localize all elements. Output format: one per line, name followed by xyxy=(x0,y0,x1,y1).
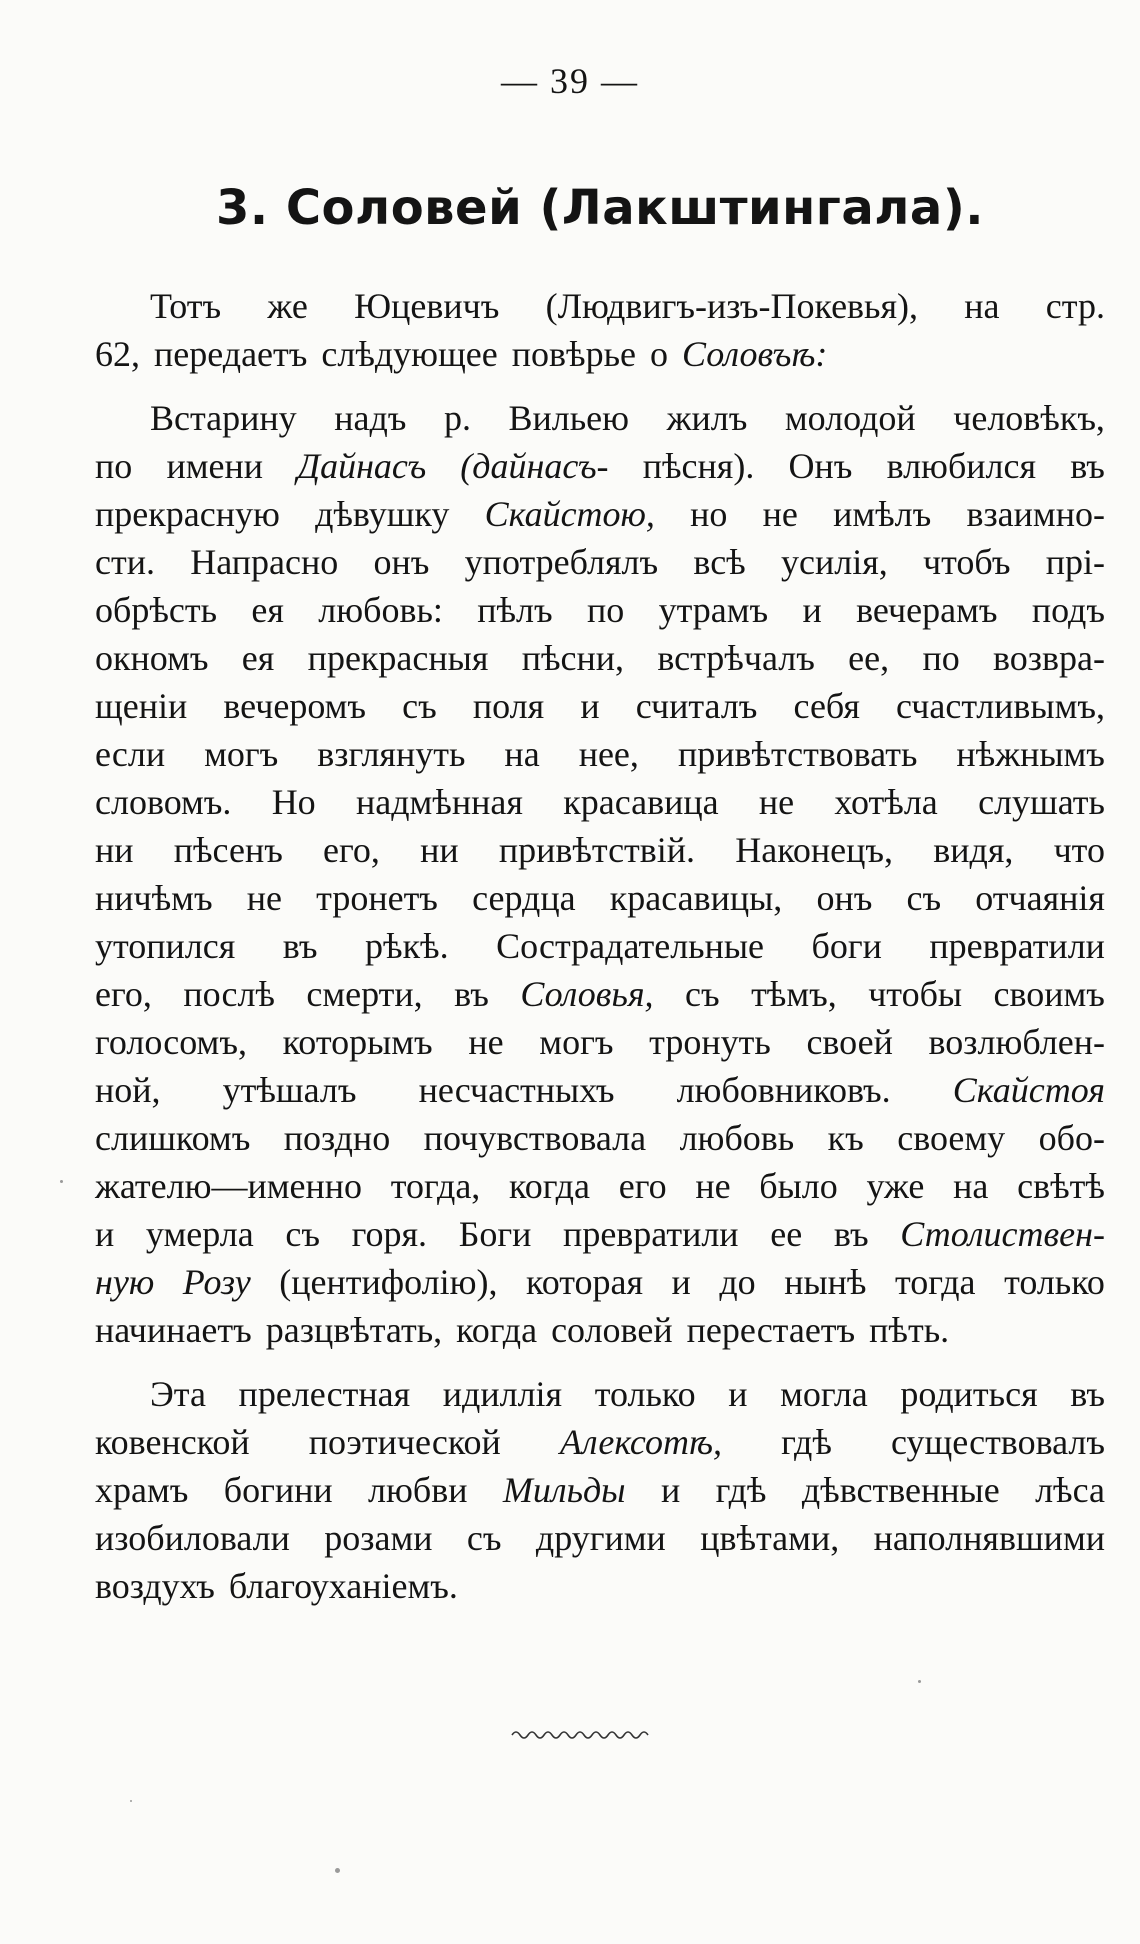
word: встрѣчалъ xyxy=(657,638,815,678)
word: и xyxy=(802,590,822,630)
word: идиллія xyxy=(442,1374,563,1414)
word: прелестная xyxy=(238,1374,411,1414)
word: воздухъ xyxy=(95,1566,215,1606)
chapter-title: 3. Соловей (Лакштингала). xyxy=(215,180,984,236)
word: Эта xyxy=(150,1374,206,1414)
word: надмѣнная xyxy=(355,782,523,822)
word: ковенской xyxy=(95,1422,250,1462)
text-line xyxy=(95,1562,1105,1610)
word: храмъ xyxy=(95,1470,189,1510)
word: щеніи xyxy=(95,686,188,726)
word: и xyxy=(671,1262,691,1302)
word: не xyxy=(695,1166,731,1206)
word: тронетъ xyxy=(316,878,438,918)
word: усилія, xyxy=(780,542,888,582)
word: ни xyxy=(420,830,459,870)
word: съ xyxy=(466,1518,502,1558)
word: Алексотѣ, xyxy=(559,1422,722,1462)
word: умерла xyxy=(145,1214,254,1254)
word: взглянуть xyxy=(317,734,466,774)
word: (центифолію), xyxy=(279,1262,498,1302)
word: родиться xyxy=(900,1374,1038,1414)
page-number: — 39 — xyxy=(501,61,639,101)
word: ни xyxy=(95,830,134,870)
word: уже xyxy=(866,1166,925,1206)
text-line xyxy=(95,586,1105,634)
word: существовалъ xyxy=(891,1422,1105,1462)
word: хотѣла xyxy=(834,782,938,822)
word: могла xyxy=(780,1374,868,1414)
word: не xyxy=(762,494,798,534)
word: нынѣ xyxy=(784,1262,867,1302)
ink-speck xyxy=(918,1680,921,1683)
word: ея xyxy=(251,590,284,630)
word: привѣтствовать xyxy=(677,734,918,774)
word: Соловья, xyxy=(520,974,654,1014)
word: не xyxy=(246,878,282,918)
word: нее, xyxy=(578,734,639,774)
word: перестаетъ xyxy=(686,1310,856,1350)
text-line xyxy=(95,490,1105,538)
word: слушать xyxy=(978,782,1105,822)
word: себя xyxy=(793,686,860,726)
word: жилъ xyxy=(666,398,748,438)
word: повѣрье xyxy=(511,334,636,374)
word: Дайнасъ xyxy=(297,446,427,486)
word: превратили xyxy=(929,926,1105,966)
word: о xyxy=(649,334,668,374)
word: тронуть xyxy=(649,1022,771,1062)
word: почувствовала xyxy=(423,1118,647,1158)
word: слишкомъ xyxy=(95,1118,251,1158)
word: по xyxy=(586,590,625,630)
word: въ xyxy=(1070,1374,1105,1414)
word: молодой xyxy=(784,398,916,438)
word: утрамъ xyxy=(658,590,769,630)
text-line xyxy=(95,394,1105,442)
word: поэтической xyxy=(308,1422,501,1462)
word: (дайнасъ- xyxy=(460,446,609,486)
word: обрѣсть xyxy=(95,590,217,630)
word: но xyxy=(690,494,728,534)
word: словомъ. xyxy=(95,782,232,822)
word: смерти, xyxy=(306,974,423,1014)
text-line xyxy=(95,730,1105,778)
word: своему xyxy=(897,1118,1006,1158)
word: на xyxy=(504,734,540,774)
word: Соловъѣ: xyxy=(681,334,828,374)
word: его xyxy=(618,1166,667,1206)
word: подъ xyxy=(1031,590,1105,630)
word: красавица xyxy=(563,782,719,822)
text-line xyxy=(95,538,1105,586)
word: вечерамъ xyxy=(856,590,998,630)
ink-speck xyxy=(335,1868,340,1873)
word: Мильды xyxy=(502,1470,626,1510)
text-line xyxy=(95,1306,1105,1354)
word: поздно xyxy=(283,1118,391,1158)
word: своимъ xyxy=(993,974,1105,1014)
word: Но xyxy=(271,782,316,822)
word: въ xyxy=(282,926,318,966)
word: пѣлъ xyxy=(477,590,553,630)
word: онъ xyxy=(373,542,430,582)
word: сердца xyxy=(472,878,576,918)
word: утѣшалъ xyxy=(222,1070,357,1110)
word: стр. xyxy=(1045,286,1105,326)
word: тѣмъ, xyxy=(751,974,837,1014)
ink-speck xyxy=(60,1180,63,1183)
word: свѣтѣ xyxy=(1017,1166,1105,1206)
word: Онъ xyxy=(788,446,853,486)
word: ее xyxy=(770,1214,803,1254)
word: Встарину xyxy=(150,398,297,438)
text-line xyxy=(95,442,1105,490)
text-line xyxy=(95,1466,1105,1514)
word: боги xyxy=(811,926,882,966)
word: видя, xyxy=(933,830,1014,870)
word: что xyxy=(1053,830,1105,870)
text-line xyxy=(95,1210,1105,1258)
word: горя. xyxy=(351,1214,428,1254)
word: возлюблен- xyxy=(928,1022,1105,1062)
word: съ xyxy=(285,1214,320,1254)
text-line xyxy=(95,970,1105,1018)
word: и xyxy=(95,1214,115,1254)
word: которая xyxy=(526,1262,644,1302)
paragraph xyxy=(95,282,1105,378)
word: Вильею xyxy=(508,398,630,438)
text-line xyxy=(95,682,1105,730)
word: другими xyxy=(535,1518,666,1558)
word: только xyxy=(1004,1262,1105,1302)
paragraph xyxy=(95,1370,1105,1610)
wavy-ornament xyxy=(510,1725,650,1745)
word: превратили xyxy=(563,1214,739,1254)
word: было xyxy=(759,1166,838,1206)
word: съ xyxy=(685,974,720,1014)
word: могъ xyxy=(204,734,279,774)
word: имени xyxy=(166,446,263,486)
ink-speck xyxy=(130,1800,132,1802)
word: Наконецъ, xyxy=(735,830,894,870)
word: на xyxy=(964,286,1000,326)
word: прекрасныя xyxy=(307,638,489,678)
word: 62, xyxy=(95,334,140,374)
text-line xyxy=(95,634,1105,682)
word: ной, xyxy=(95,1070,161,1110)
word: нѣжнымъ xyxy=(956,734,1105,774)
word: окномъ xyxy=(95,638,209,678)
word: ничѣмъ xyxy=(95,878,213,918)
word: когда xyxy=(509,1166,590,1206)
word: красавицы, xyxy=(609,878,783,918)
word: голосомъ, xyxy=(95,1022,247,1062)
text-line xyxy=(95,1114,1105,1162)
word: послѣ xyxy=(183,974,275,1014)
word: цвѣтами, xyxy=(700,1518,840,1558)
word: наполнявшими xyxy=(873,1518,1105,1558)
word: р. xyxy=(443,398,471,438)
word: съ xyxy=(402,686,437,726)
word: его, xyxy=(95,974,152,1014)
word: привѣтствій. xyxy=(498,830,696,870)
word: благоуханіемъ. xyxy=(228,1566,458,1606)
word: считалъ xyxy=(635,686,758,726)
word: по xyxy=(922,638,960,678)
text-line xyxy=(95,826,1105,874)
word: пѣсни, xyxy=(521,638,625,678)
word: онъ xyxy=(816,878,873,918)
body-text xyxy=(95,282,1105,1626)
word: Розу xyxy=(182,1262,251,1302)
word: слѣдующее xyxy=(321,334,498,374)
word: соловей xyxy=(551,1310,673,1350)
word: надъ xyxy=(334,398,407,438)
word: Сострадательные xyxy=(496,926,765,966)
word: гдѣ xyxy=(715,1470,767,1510)
word: и xyxy=(728,1374,748,1414)
word: ея xyxy=(241,638,275,678)
word: человѣкъ, xyxy=(953,398,1105,438)
word: любовь xyxy=(679,1118,795,1158)
word: когда xyxy=(456,1310,538,1350)
word: счастливымъ, xyxy=(896,686,1105,726)
word: пѣсенъ xyxy=(173,830,283,870)
text-line xyxy=(95,282,1105,330)
word: любовниковъ. xyxy=(676,1070,891,1110)
word: возвра- xyxy=(993,638,1105,678)
word: чтобъ xyxy=(923,542,1011,582)
word: любви xyxy=(368,1470,468,1510)
word: вечеромъ xyxy=(223,686,367,726)
word: поля xyxy=(472,686,545,726)
word: не xyxy=(468,1022,504,1062)
word: Напрасно xyxy=(190,542,339,582)
word: ную xyxy=(95,1262,155,1302)
text-line xyxy=(95,1418,1105,1466)
word: въ xyxy=(1070,446,1105,486)
text-line xyxy=(95,1258,1105,1306)
word: лѣса xyxy=(1035,1470,1105,1510)
word: въ xyxy=(454,974,489,1014)
word: ее, xyxy=(848,638,890,678)
word: дѣвственные xyxy=(801,1470,1000,1510)
word: его, xyxy=(323,830,380,870)
word: Столиствен- xyxy=(900,1214,1105,1254)
word: употреблялъ xyxy=(464,542,659,582)
word: могъ xyxy=(539,1022,614,1062)
text-line xyxy=(95,1514,1105,1562)
paragraph xyxy=(95,394,1105,1354)
word: до xyxy=(719,1262,756,1302)
word: Скайстоя xyxy=(952,1070,1105,1110)
word: по xyxy=(95,446,133,486)
text-line xyxy=(95,922,1105,970)
word: сти. xyxy=(95,542,155,582)
word: и xyxy=(580,686,600,726)
word: имѣлъ xyxy=(833,494,932,534)
word: гдѣ xyxy=(781,1422,832,1462)
word: жателю—именно xyxy=(95,1166,363,1206)
word: всѣ xyxy=(693,542,746,582)
word: рѣкѣ. xyxy=(365,926,449,966)
word: (Людвигъ-изъ-Покевья), xyxy=(545,286,919,326)
word: розами xyxy=(324,1518,433,1558)
word: обо- xyxy=(1038,1118,1105,1158)
word: которымъ xyxy=(282,1022,433,1062)
word: въ xyxy=(833,1214,869,1254)
word: изобиловали xyxy=(95,1518,290,1558)
word: богини xyxy=(223,1470,333,1510)
word: къ xyxy=(827,1118,864,1158)
text-line xyxy=(95,1066,1105,1114)
text-line xyxy=(95,1162,1105,1210)
word: своей xyxy=(806,1022,893,1062)
text-line xyxy=(95,778,1105,826)
word: если xyxy=(95,734,166,774)
word: пѣть. xyxy=(869,1310,950,1350)
text-line xyxy=(95,330,1105,378)
word: дѣвушку xyxy=(315,494,450,534)
text-line xyxy=(95,874,1105,922)
word: несчастныхъ xyxy=(418,1070,615,1110)
word: тогда xyxy=(895,1262,976,1302)
word: Тотъ xyxy=(150,286,222,326)
word: пѣсня). xyxy=(642,446,755,486)
word: чтобы xyxy=(868,974,963,1014)
word: не xyxy=(758,782,795,822)
word: утопился xyxy=(95,926,236,966)
word: взаимно- xyxy=(966,494,1105,534)
word: разцвѣтать, xyxy=(265,1310,443,1350)
word: же xyxy=(267,286,308,326)
text-line xyxy=(95,1018,1105,1066)
word: прі- xyxy=(1045,542,1105,582)
word: Скайстою, xyxy=(484,494,655,534)
word: съ xyxy=(906,878,942,918)
word: только xyxy=(594,1374,696,1414)
word: и xyxy=(660,1470,681,1510)
word: прекрасную xyxy=(95,494,280,534)
word: передаетъ xyxy=(154,334,308,374)
word: Юцевичъ xyxy=(354,286,500,326)
word: на xyxy=(953,1166,989,1206)
word: тогда, xyxy=(390,1166,481,1206)
word: отчаянія xyxy=(975,878,1105,918)
word: влюбился xyxy=(886,446,1037,486)
text-line xyxy=(95,1370,1105,1418)
word: Боги xyxy=(458,1214,532,1254)
word: начинаетъ xyxy=(95,1310,252,1350)
word: любовь: xyxy=(318,590,443,630)
